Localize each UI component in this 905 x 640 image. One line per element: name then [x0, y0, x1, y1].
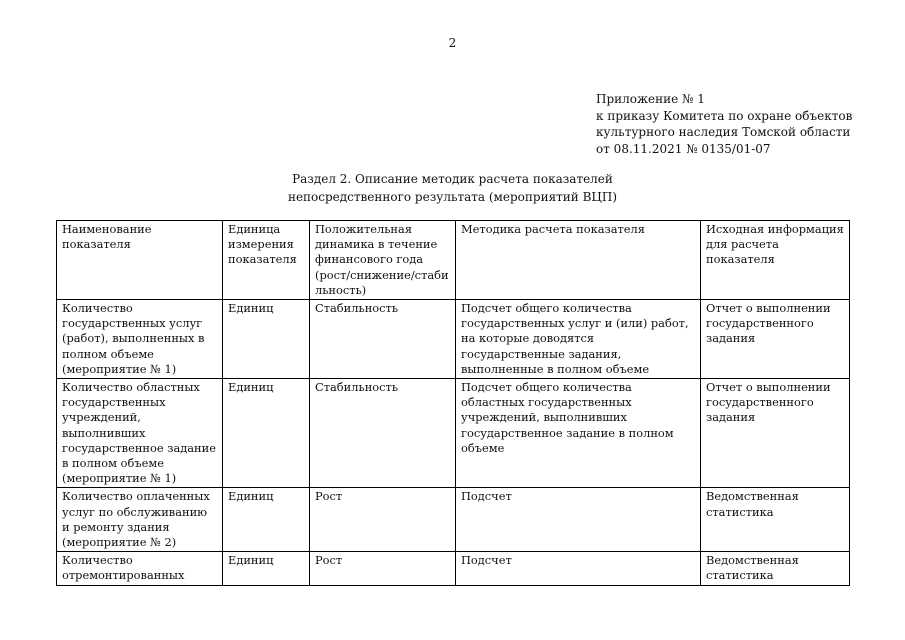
- cell-dynamics: Стабильность: [310, 379, 456, 488]
- appendix-line-3: культурного наследия Томской области: [596, 125, 851, 139]
- cell-methodology: Подсчет общего количества государственных услуг и (или) работ, на которые доводятся государственные задания, выполненные в полном объеме: [456, 300, 701, 379]
- cell-indicator-name: Количество оплаченных услуг по обслуживанию и ремонту здания (мероприятие № 2): [57, 488, 223, 552]
- cell-unit: Единиц: [223, 552, 310, 585]
- cell-dynamics: Рост: [310, 552, 456, 585]
- cell-indicator-name: Количество областных государственных учреждений, выполнивших государственное задание в полном объеме (мероприятие № 1): [57, 379, 223, 488]
- table-row: [57, 552, 850, 585]
- cell-unit: Единиц: [223, 488, 310, 552]
- cell-source-info: Ведомственная статистика: [701, 552, 850, 585]
- header-unit: Единица измерения показателя: [223, 221, 310, 300]
- cell-source-info: Ведомственная статистика: [701, 488, 850, 552]
- cell-indicator-name: Количество государственных услуг (работ), выполненных в полном объеме (мероприятие № 1): [57, 300, 223, 379]
- table-row: [57, 300, 850, 379]
- cell-methodology: Подсчет общего количества областных государственных учреждений, выполнивших государственное задание в полном объеме: [456, 379, 701, 488]
- appendix-line-2: к приказу Комитета по охране объектов: [596, 108, 853, 123]
- section-title-line-1: Раздел 2. Описание методик расчета показателей: [292, 172, 613, 186]
- appendix-line-4: от 08.11.2021 № 0135/01-07: [596, 141, 771, 156]
- cell-methodology: Подсчет: [456, 552, 701, 585]
- header-indicator-name: Наименование показателя: [57, 221, 223, 300]
- header-methodology: Методика расчета показателя: [456, 221, 701, 300]
- header-source-info: Исходная информация для расчета показателя: [701, 221, 850, 300]
- indicators-table: [56, 220, 850, 586]
- cell-source-info: Отчет о выполнении государственного задания: [701, 379, 850, 488]
- section-title-line-2: непосредственного результата (мероприятий ВЦП): [287, 190, 618, 204]
- cell-dynamics: Рост: [310, 488, 456, 552]
- section-title: [0, 170, 905, 206]
- table-row: [57, 488, 850, 552]
- cell-unit: Единиц: [223, 300, 310, 379]
- appendix-line-1: Приложение № 1: [596, 92, 705, 106]
- table-row: [57, 379, 850, 488]
- cell-methodology: Подсчет: [456, 488, 701, 552]
- cell-indicator-name: Количество отремонтированных: [57, 552, 223, 585]
- page-number: 2: [448, 36, 457, 50]
- cell-source-info: Отчет о выполнении государственного задания: [701, 300, 850, 379]
- cell-dynamics: Стабильность: [310, 300, 456, 379]
- appendix-header: [596, 91, 852, 157]
- cell-unit: Единиц: [223, 379, 310, 488]
- header-dynamics: Положительная динамика в течение финансового года (рост/снижение/стаби льность): [310, 221, 456, 300]
- table-header-row: [57, 221, 850, 300]
